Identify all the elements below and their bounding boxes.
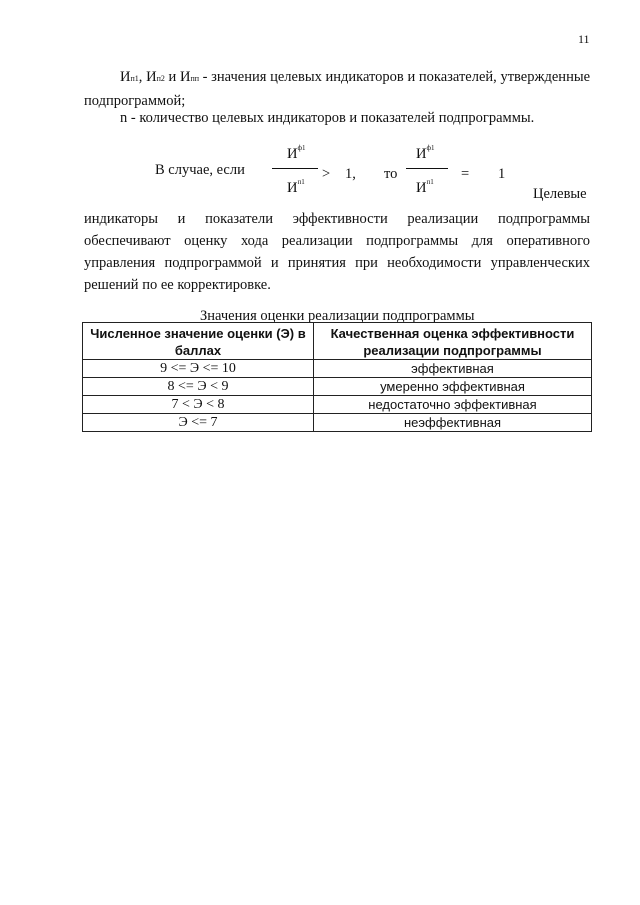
den2-superscript: п1 [426, 178, 434, 186]
operator-greater: > [322, 166, 331, 182]
num1-symbol: И [287, 146, 298, 162]
symbol-1: И [120, 69, 131, 85]
paragraph-n-count: n - количество целевых индикаторов и показателей подпрограммы. [120, 110, 535, 126]
formula-lead: В случае, если [155, 162, 245, 178]
table-row [83, 360, 592, 378]
header-numeric: Численное значение оценки (Э) в баллах [83, 323, 314, 360]
cell-score: 8 <= Э < 9 [83, 378, 314, 396]
formula-block [0, 146, 640, 206]
table-row [83, 396, 592, 414]
value-2: 1 [498, 166, 506, 182]
definition-text: - значения целевых индикаторов и показателей, утвержденные подпрограммой; [84, 69, 591, 109]
den1-symbol: И [287, 180, 298, 196]
header-qualitative: Качественная оценка эффективности реализации подпрограммы [314, 323, 592, 360]
value-1: 1, [345, 166, 356, 182]
fraction2-numerator [416, 146, 435, 163]
cell-rating: неэффективная [314, 414, 592, 432]
symbol-3: И [179, 69, 191, 85]
cell-rating: эффективная [314, 360, 592, 378]
subscript-1: п1 [130, 74, 139, 83]
indicator-definition [84, 66, 590, 112]
table-header-row [83, 323, 592, 360]
subscript-2: п2 [156, 74, 165, 83]
num1-superscript: ф1 [297, 144, 306, 152]
page-number: 11 [578, 32, 590, 46]
table-row [83, 378, 592, 396]
cell-score: Э <= 7 [83, 414, 314, 432]
table-caption: Значения оценки реализации подпрограммы [200, 308, 475, 324]
paragraph-indicators [84, 66, 590, 112]
evaluation-table [82, 322, 592, 432]
operator-equals: = [461, 166, 470, 182]
num2-symbol: И [416, 146, 427, 162]
subscript-3: пп [190, 74, 199, 83]
symbol-2: И [146, 69, 157, 85]
cell-score: 9 <= Э <= 10 [83, 360, 314, 378]
den2-symbol: И [416, 180, 427, 196]
fraction2-denominator [416, 180, 434, 197]
then-word: то [384, 166, 398, 182]
table-row [83, 414, 592, 432]
separator-2: и [164, 69, 180, 85]
den1-superscript: п1 [297, 178, 305, 186]
cell-rating: недостаточно эффективная [314, 396, 592, 414]
cell-score: 7 < Э < 8 [83, 396, 314, 414]
fraction1-denominator [287, 180, 305, 197]
formula-trail: Целевые [533, 186, 587, 202]
separator-1: , [138, 69, 147, 85]
fraction2-bar [406, 168, 448, 169]
cell-rating: умеренно эффективная [314, 378, 592, 396]
fraction1-numerator [287, 146, 306, 163]
paragraph-conclusion: индикаторы и показатели эффективности реализации подпрограммы обеспечивают оценку хода реализации подпрограммы для оперативного управления подпрограммой и принятия при необходимости управленческих решений по ее корректировке. [84, 211, 590, 293]
fraction1-bar [272, 168, 318, 169]
num2-superscript: ф1 [426, 144, 435, 152]
